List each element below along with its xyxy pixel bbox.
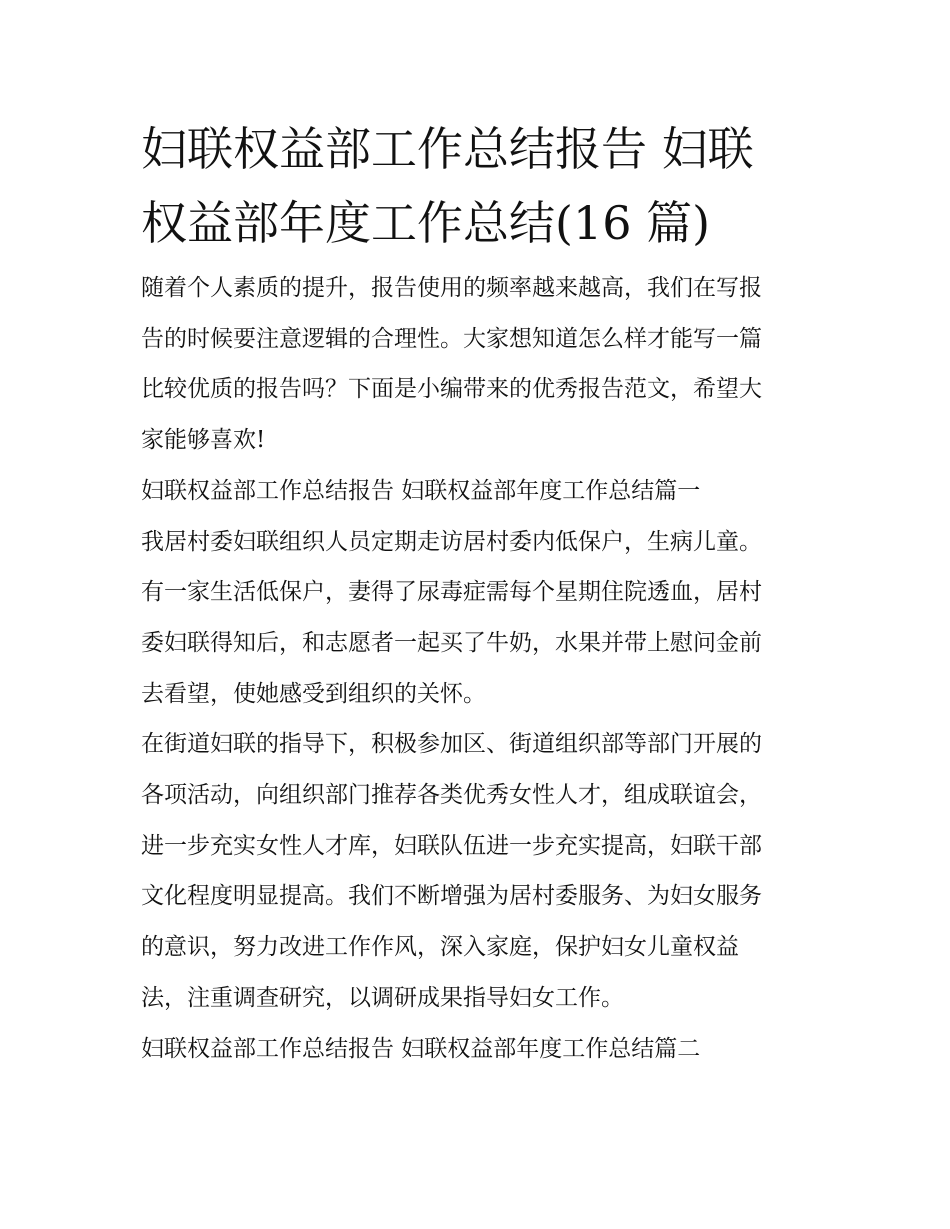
text-line: 妇联权益部工作总结报告 妇联权益部年度工作总结篇一: [141, 477, 701, 504]
text-line: 有一家生活低保户，妻得了尿毒症需每个星期住院透血，居村: [141, 579, 762, 606]
intro-paragraph: [141, 263, 813, 466]
section-heading-1: [141, 466, 813, 517]
text-line: 比较优质的报告吗？下面是小编带来的优秀报告范文，希望大: [141, 376, 762, 403]
text-line: 去看望，使她感受到组织的关怀。: [141, 680, 486, 707]
body-paragraph-2: [141, 719, 813, 1023]
text-line: 各项活动，向组织部门推荐各类优秀女性人才，组成联谊会，: [141, 782, 762, 809]
body-paragraph-1: [141, 517, 813, 720]
text-line: 妇联权益部工作总结报告 妇联权益部年度工作总结篇二: [141, 1035, 701, 1062]
text-line: 法，注重调查研究，以调研成果指导妇女工作。: [141, 984, 624, 1011]
text-line: 的意识，努力改进工作作风，深入家庭，保护妇女儿童权益: [141, 934, 739, 961]
document-title: [141, 112, 813, 260]
section-heading-2: [141, 1024, 813, 1075]
text-line: 我居村委妇联组织人员定期走访居村委内低保户，生病儿童。: [141, 528, 762, 555]
text-line: 文化程度明显提高。我们不断增强为居村委服务、为妇女服务: [141, 883, 762, 910]
text-line: 家能够喜欢!: [141, 427, 266, 454]
text-line: 委妇联得知后，和志愿者一起买了牛奶，水果并带上慰问金前: [141, 629, 762, 656]
text-line: 进一步充实女性人才库，妇联队伍进一步充实提高，妇联干部: [141, 832, 762, 859]
text-line: 告的时候要注意逻辑的合理性。大家想知道怎么样才能写一篇: [141, 325, 762, 352]
text-line: 随着个人素质的提升，报告使用的频率越来越高，我们在写报: [141, 275, 762, 301]
title-line: 妇联权益部工作总结报告 妇联: [141, 122, 754, 176]
text-line: 在街道妇联的指导下，积极参加区、街道组织部等部门开展的: [141, 731, 762, 758]
document-page: [141, 112, 813, 1074]
title-line: 权益部年度工作总结(16 篇): [141, 196, 711, 250]
